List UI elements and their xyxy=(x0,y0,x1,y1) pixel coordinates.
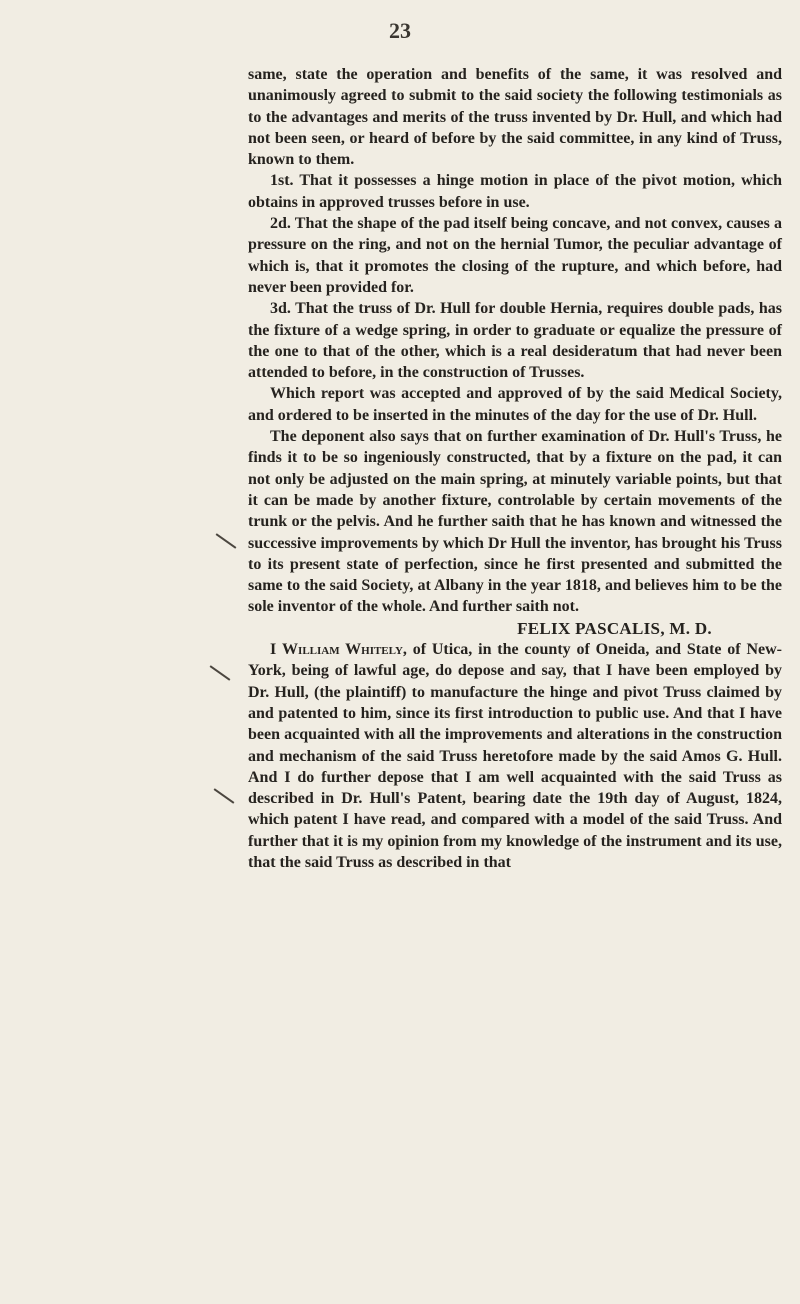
deponent-name: William Whitely xyxy=(282,641,403,659)
body-text xyxy=(248,64,782,873)
margin-mark xyxy=(214,788,235,803)
paragraph: same, state the operation and benefits of the same, it was resolved and unanimously agreed to submit to the said society the following testimonials as to the advantages and merits of the truss invented by Dr. Hull, and which had not been seen, or heard of before by the said committee, in any kind of Truss, known to them. xyxy=(248,66,782,169)
paragraph: 1st. That it possesses a hinge motion in place of the pivot motion, which obtains in approved trusses before in use. xyxy=(248,172,782,211)
deposition-text: , of Utica, in the county of Oneida, and State of New-York, being of lawful age, do depose and say, that I have been employed by Dr. Hull, (the plaintiff) to manufacture the hinge and pivot Truss claimed by and patented to him, since its first introduction to public use. And that I have been acquainted with all the improvements and alterations in the construction and mechanism of the said Truss heretofore made by the said Amos G. Hull. And I do further depose that I am well acquainted with the said Truss as described in Dr. Hull's Patent, bearing date the 19th day of August, 1824, which patent I have read, and compared with a model of the said Truss. And further that it is my opinion from my knowledge of the instrument and its use, that the said Truss as described in that xyxy=(248,641,782,871)
paragraph-whitely xyxy=(248,639,782,873)
paragraph: 3d. That the truss of Dr. Hull for double Hernia, requires double pads, has the fixture of a wedge spring, in order to graduate or equalize the pressure of the one to that of the other, which is a real desideratum that had never been attended to before, in the construction of Trusses. xyxy=(248,300,782,382)
margin-mark xyxy=(210,665,231,680)
signature: FELIX PASCALIS, M. D. xyxy=(517,618,712,638)
paragraph: The deponent also says that on further examination of Dr. Hull's Truss, he finds it to be so ingeniously constructed, that by a fixture on the pad, it can not only be adjusted on the main spring, at minutely variable points, but that it can be made by another fixture, controlable by certain movements of the trunk or the pelvis. And he further saith that he has known and witnessed the successive improvements by which Dr Hull the inventor, has brought his Truss to its present state of perfection, since he first presented and submitted the same to the said Society, at Albany in the year 1818, and believes him to be the sole inventor of the whole. And further saith not. xyxy=(248,428,782,616)
paragraph: Which report was accepted and approved of by the said Medical Society, and ordered to be inserted in the minutes of the day for the use of Dr. Hull. xyxy=(248,385,782,424)
paragraph: 2d. That the shape of the pad itself being concave, and not convex, causes a pressure on the ring, and not on the hernial Tumor, the peculiar advantage of which is, that it promotes the closing of the rupture, and which before, had never been provided for. xyxy=(248,215,782,296)
page-number: 23 xyxy=(389,18,411,43)
deposition-opening: I xyxy=(270,641,283,659)
margin-mark xyxy=(216,533,237,548)
